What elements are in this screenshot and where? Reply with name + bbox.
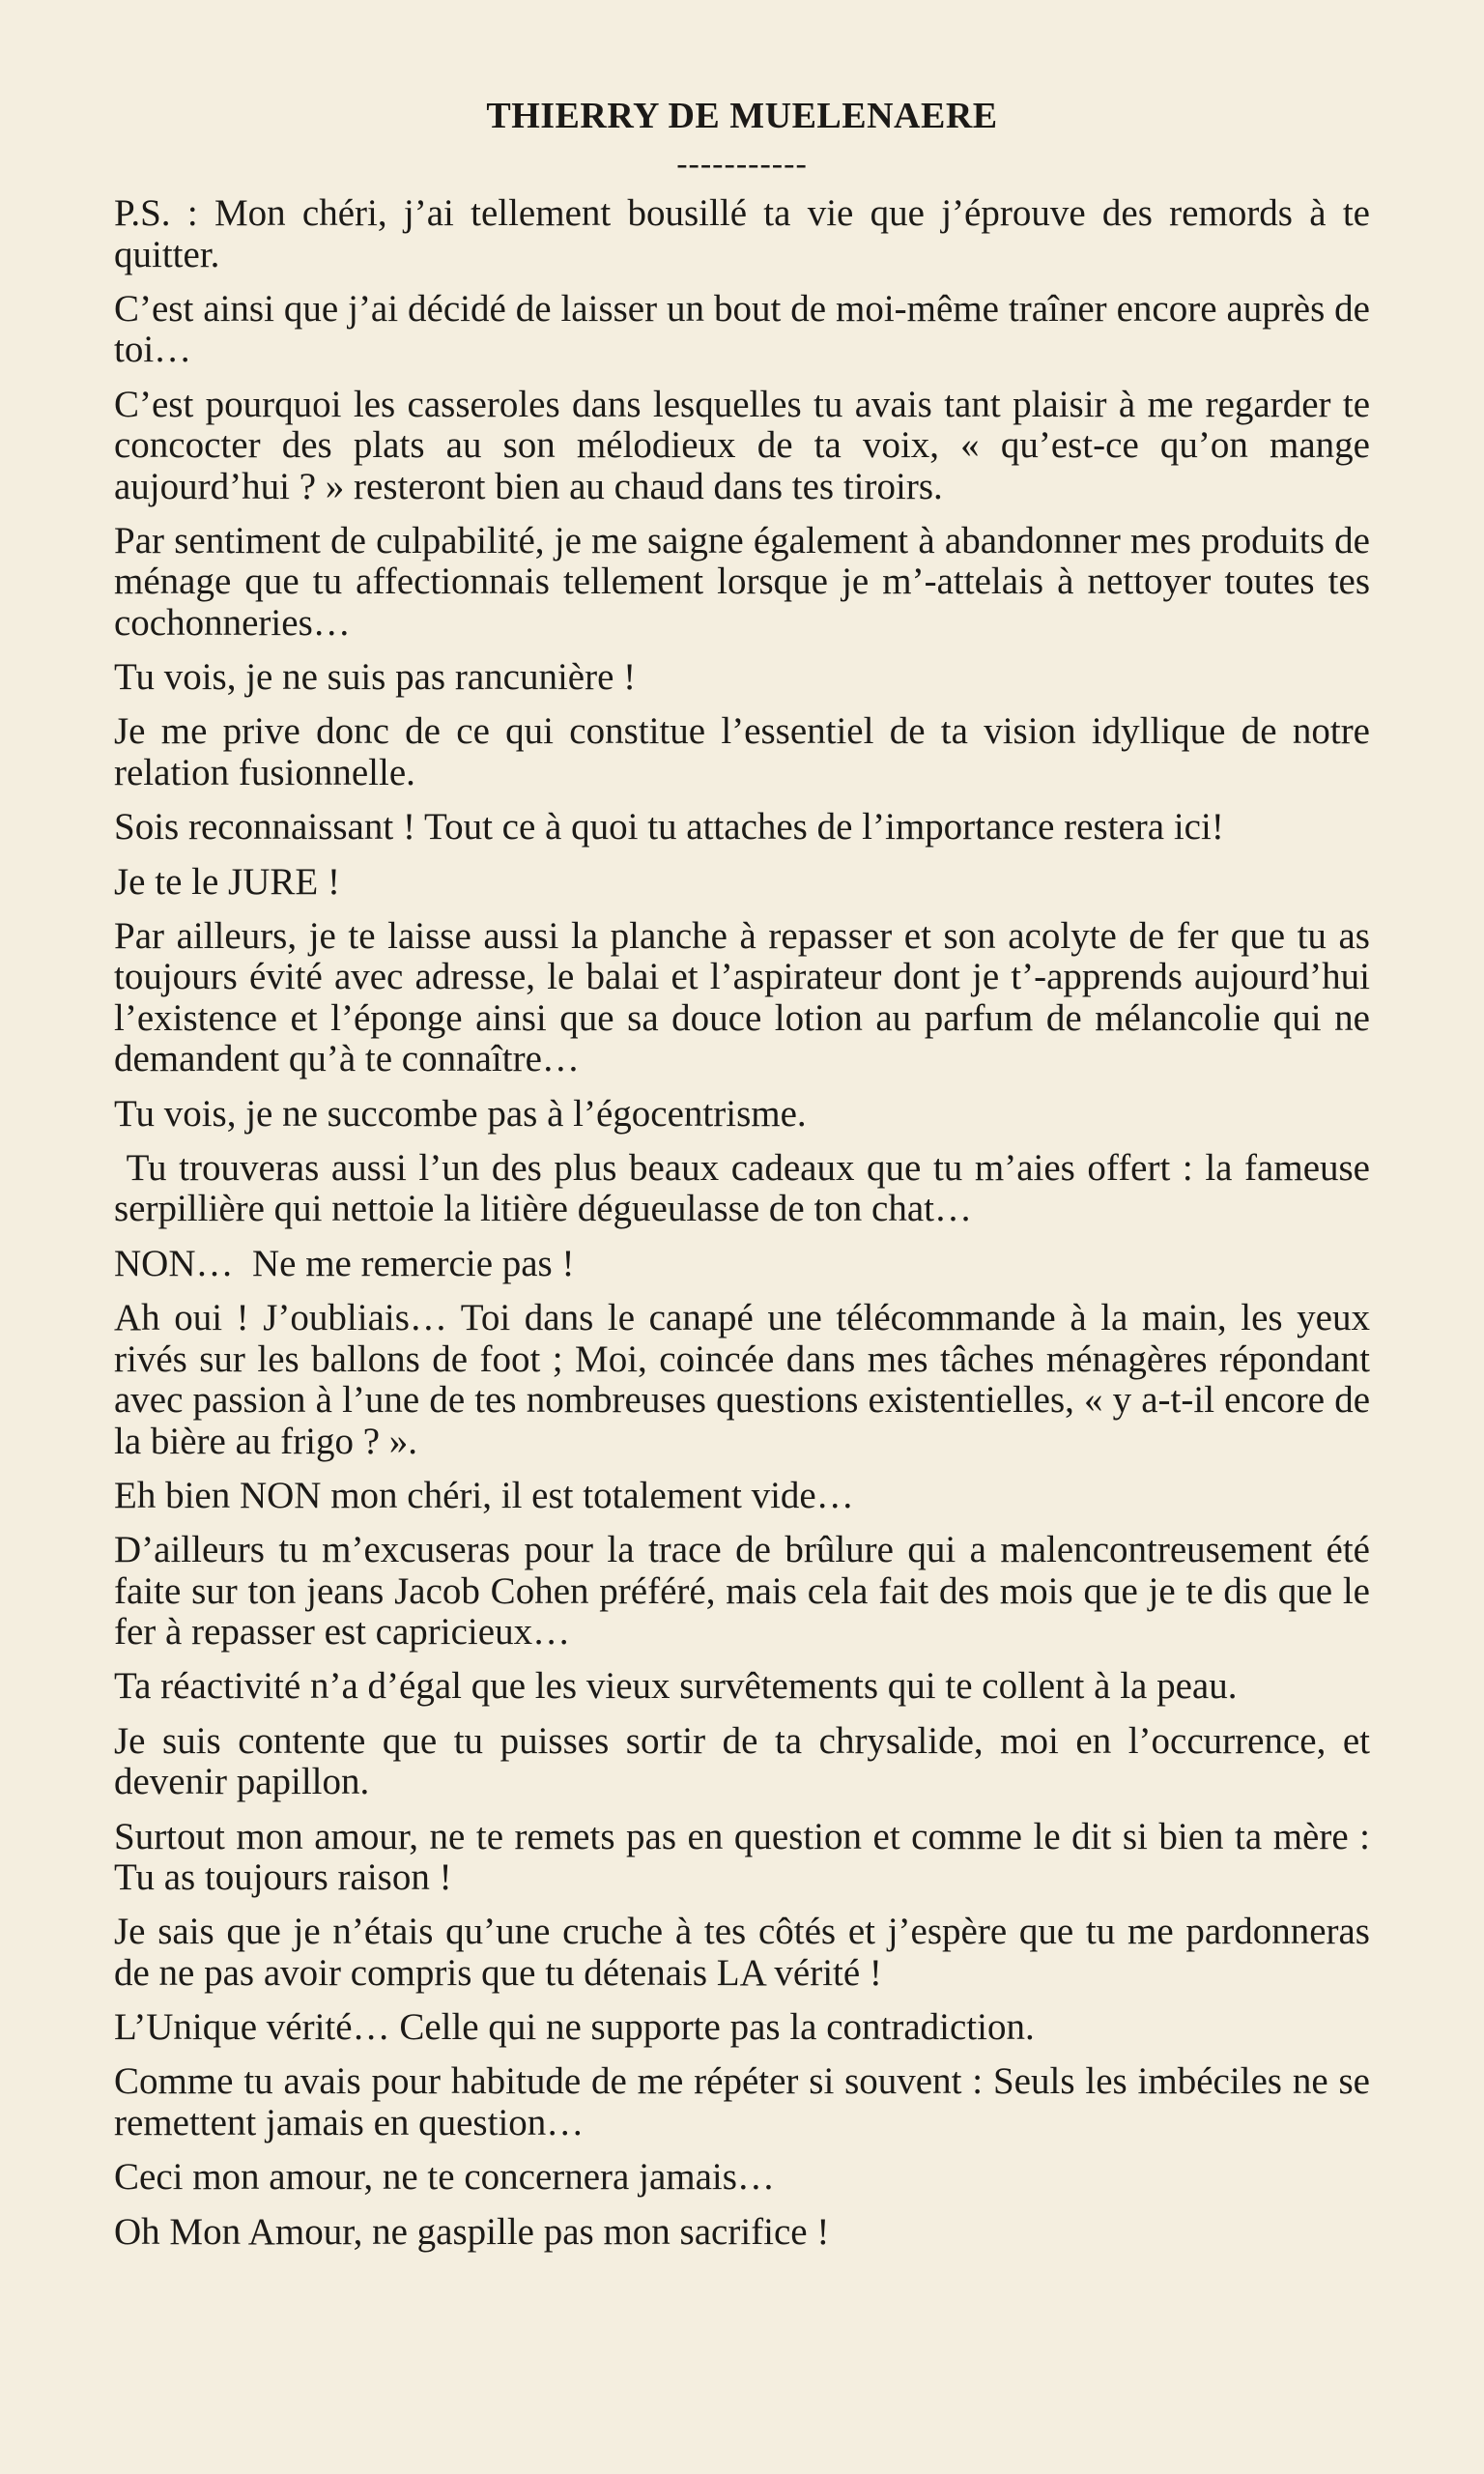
paragraph: Tu vois, je ne suis pas rancunière !	[114, 656, 637, 699]
document-page	[114, 91, 1380, 2266]
paragraph: C’est ainsi que j’ai décidé de laisser un bout de moi-même traîner encore auprès de toi…	[114, 287, 1370, 371]
paragraph: Je te le JURE !	[114, 860, 340, 903]
paragraph: Par sentiment de culpabilité, je me saigne également à abandonner mes produits de ménage que tu affectionnais tellement lorsque je m’-attelais à nettoyer toutes tes cochonneries…	[114, 519, 1370, 644]
paragraph: Je suis contente que tu puisses sortir de ta chrysalide, moi en l’occurrence, et devenir papillon.	[114, 1719, 1370, 1803]
paragraph: Oh Mon Amour, ne gaspille pas mon sacrifice !	[114, 2210, 830, 2253]
paragraph: Ceci mon amour, ne te concernera jamais…	[114, 2156, 775, 2199]
paragraph: Tu vois, je ne succombe pas à l’égocentrisme.	[114, 1092, 807, 1135]
paragraph: Par ailleurs, je te laisse aussi la planche à repasser et son acolyte de fer que tu as toujours évité avec adresse, le balai et l’aspirateur dont je t’-apprends aujourd’hui l’existence et l’éponge ainsi que sa douce lotion au parfum de mélancolie qui ne demandent qu’à te connaître…	[114, 914, 1370, 1080]
paragraph: Tu trouveras aussi l’un des plus beaux cadeaux que tu m’aies offert : la fameuse serpillière qui nettoie la litière dégueulasse de ton chat…	[114, 1146, 1380, 1230]
paragraph: Je me prive donc de ce qui constitue l’essentiel de ta vision idyllique de notre relation fusionnelle.	[114, 710, 1370, 793]
paragraph: L’Unique vérité… Celle qui ne supporte pas la contradiction.	[114, 2006, 1035, 2049]
paragraph: Je sais que je n’étais qu’une cruche à tes côtés et j’espère que tu me pardonneras de ne pas avoir compris que tu détenais LA vérité !	[114, 1911, 1370, 1994]
paragraph: Ta réactivité n’a d’égal que les vieux survêtements qui te collent à la peau.	[114, 1665, 1238, 1708]
paragraph: D’ailleurs tu m’excuseras pour la trace de brûlure qui a malencontreusement été faite sur ton jeans Jacob Cohen préféré, mais cela fait des mois que je te dis que le fer à repasser est capricieux…	[114, 1529, 1370, 1654]
header-separator: -----------	[676, 146, 808, 182]
paragraph: Sois reconnaissant ! Tout ce à quoi tu attaches de l’importance restera ici!	[114, 806, 1224, 849]
paragraph: Comme tu avais pour habitude de me répéter si souvent : Seuls les imbéciles ne se remettent jamais en question…	[114, 2060, 1370, 2143]
paragraph: NON… Ne me remercie pas !	[114, 1242, 575, 1284]
paragraph: C’est pourquoi les casseroles dans lesquelles tu avais tant plaisir à me regarder te concocter des plats au son mélodieux de ta voix, « qu’est-ce qu’on mange aujourd’hui ? » resteront bien au chaud dans tes tiroirs.	[114, 383, 1370, 507]
paragraph: P.S. : Mon chéri, j’ai tellement bousillé ta vie que j’éprouve des remords à te quitter.	[114, 192, 1370, 275]
letter-body	[114, 192, 1380, 2253]
paragraph: Eh bien NON mon chéri, il est totalement vide…	[114, 1474, 854, 1516]
paragraph: Surtout mon amour, ne te remets pas en question et comme le dit si bien ta mère : Tu as toujours raison !	[114, 1815, 1370, 1899]
paragraph: Ah oui ! J’oubliais… Toi dans le canapé une télécommande à la main, les yeux rivés sur les ballons de foot ; Moi, coincée dans mes tâches ménagères répondant avec passion à l’une de tes nombreuses questions existentielles, « y a-t-il encore de la bière au frigo ? ».	[114, 1297, 1370, 1462]
author-header: THIERRY DE MUELENAERE	[486, 96, 998, 136]
